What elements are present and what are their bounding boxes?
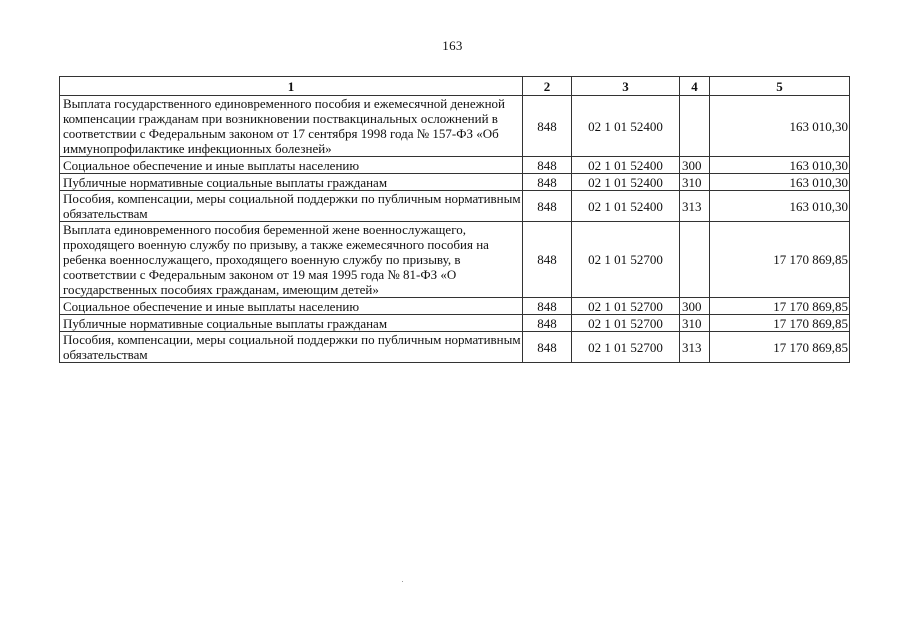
- row-vr-cell: 313: [680, 332, 710, 363]
- row-vr-cell: 300: [680, 157, 710, 174]
- row-vr-cell: [680, 96, 710, 157]
- row-amount-cell: 163 010,30: [710, 157, 850, 174]
- row-code-cell: 848: [523, 315, 572, 332]
- row-vr-cell: 310: [680, 315, 710, 332]
- table-row: [60, 222, 850, 298]
- column-header-2: 2: [523, 77, 572, 96]
- budget-table: [59, 76, 850, 363]
- row-name-cell: Пособия, компенсации, меры социальной поддержки по публичным нормативным обязательствам: [60, 332, 523, 363]
- row-code-cell: 848: [523, 96, 572, 157]
- row-code-cell: 848: [523, 191, 572, 222]
- row-amount-cell: 17 170 869,85: [710, 315, 850, 332]
- column-header-4: 4: [680, 77, 710, 96]
- row-name-cell: Выплата государственного единовременного пособия и ежемесячной денежной компенсации гражданам при возникновении поствакцинальных осложнений в соответствии с Федеральным законом от 17 сентября 1998 года № 157-ФЗ «Об иммунопрофилактике инфекционных болезней»: [60, 96, 523, 157]
- row-amount-cell: 17 170 869,85: [710, 222, 850, 298]
- table-row: [60, 298, 850, 315]
- column-header-1: 1: [60, 77, 523, 96]
- row-vr-cell: [680, 222, 710, 298]
- row-amount-cell: 17 170 869,85: [710, 298, 850, 315]
- table-row: [60, 157, 850, 174]
- row-name-cell: Социальное обеспечение и иные выплаты населению: [60, 298, 523, 315]
- row-name-cell: Публичные нормативные социальные выплаты гражданам: [60, 174, 523, 191]
- scan-speck: [402, 581, 403, 582]
- row-code-cell: 848: [523, 332, 572, 363]
- row-csr-cell: 02 1 01 52400: [572, 174, 680, 191]
- row-vr-cell: 300: [680, 298, 710, 315]
- column-header-5: 5: [710, 77, 850, 96]
- row-csr-cell: 02 1 01 52400: [572, 96, 680, 157]
- row-name-cell: Социальное обеспечение и иные выплаты населению: [60, 157, 523, 174]
- row-name-cell: Пособия, компенсации, меры социальной поддержки по публичным нормативным обязательствам: [60, 191, 523, 222]
- row-vr-cell: 310: [680, 174, 710, 191]
- row-name-cell: Публичные нормативные социальные выплаты гражданам: [60, 315, 523, 332]
- table-row: [60, 96, 850, 157]
- row-csr-cell: 02 1 01 52700: [572, 315, 680, 332]
- row-code-cell: 848: [523, 298, 572, 315]
- row-code-cell: 848: [523, 174, 572, 191]
- row-csr-cell: 02 1 01 52700: [572, 332, 680, 363]
- row-amount-cell: 163 010,30: [710, 96, 850, 157]
- table-row: [60, 332, 850, 363]
- row-amount-cell: 163 010,30: [710, 174, 850, 191]
- column-header-3: 3: [572, 77, 680, 96]
- page-number: 163: [442, 38, 463, 53]
- table-row: [60, 174, 850, 191]
- row-vr-cell: 313: [680, 191, 710, 222]
- row-amount-cell: 163 010,30: [710, 191, 850, 222]
- row-csr-cell: 02 1 01 52700: [572, 298, 680, 315]
- row-code-cell: 848: [523, 222, 572, 298]
- table-row: [60, 315, 850, 332]
- row-csr-cell: 02 1 01 52400: [572, 157, 680, 174]
- row-csr-cell: 02 1 01 52700: [572, 222, 680, 298]
- row-code-cell: 848: [523, 157, 572, 174]
- table-row: [60, 191, 850, 222]
- row-amount-cell: 17 170 869,85: [710, 332, 850, 363]
- row-name-cell: Выплата единовременного пособия беременной жене военнослужащего, проходящего военную службу по призыву, а также ежемесячного пособия на ребенка военнослужащего, проходящего военную службу по призыву, в соответствии с Федеральным законом от 19 мая 1995 года № 81-ФЗ «О государственных пособиях гражданам, имеющим детей»: [60, 222, 523, 298]
- row-csr-cell: 02 1 01 52400: [572, 191, 680, 222]
- table-header-row: [60, 77, 850, 96]
